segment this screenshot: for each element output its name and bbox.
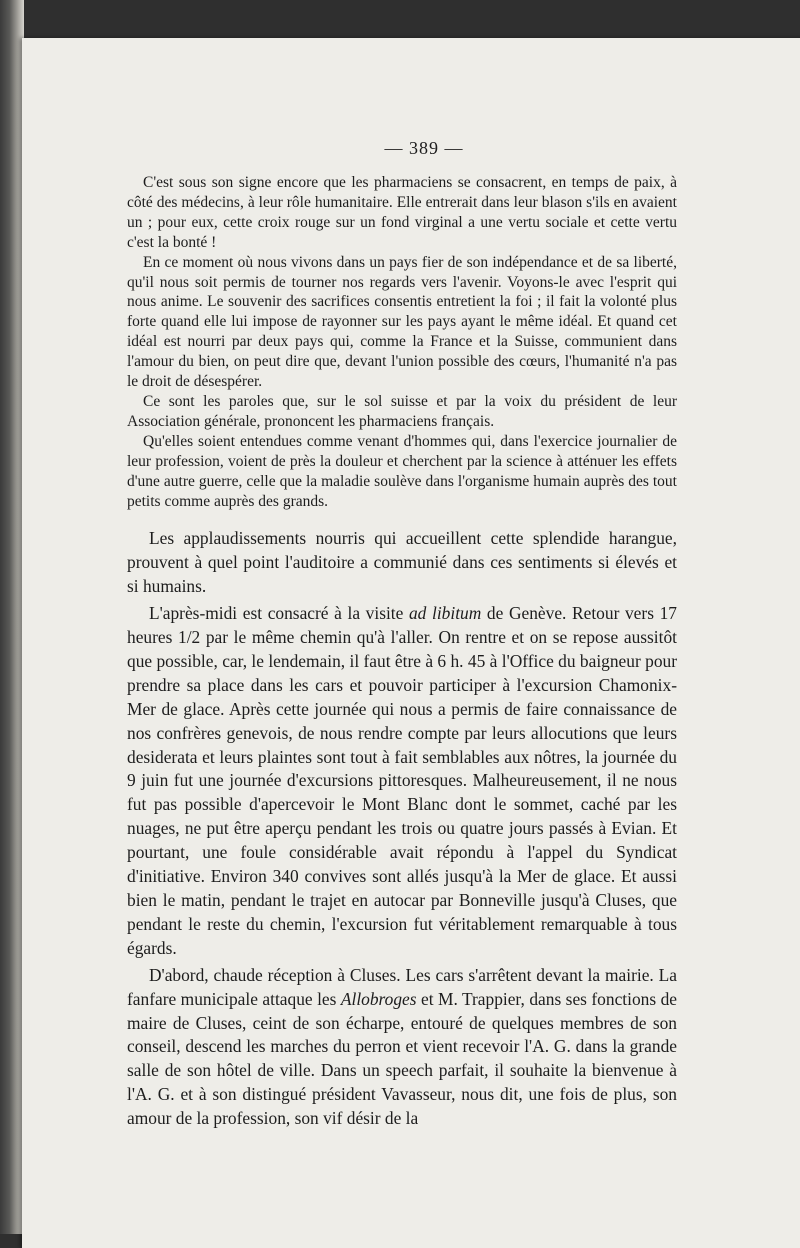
text-run: et M. Trappier, dans ses fonctions de maire de Cluses, ceint de son écharpe, entouré de quelques membres de son conseil, descend les marches du perron et vient recevoir l'A. G. dans la grande salle de son hôtel de ville. Dans un speech parfait, il souhaite la bienvenue à l'A. G. et à son distingué président Vavasseur, nous dit, une fois de plus, son amour de la profession, son vif désir de la <box>127 988 677 1129</box>
text-run: D'abord, chaude réception à Cluses. Les cars s'arrêtent devant la mairie. La fanfare municipale attaque les <box>127 964 677 1009</box>
speech-paragraph: En ce moment où nous vivons dans un pays fier de son indépendance et de sa liberté, qu'il nous soit permis de tourner nos regards vers l'avenir. Voyons-le avec l'esprit qui nous anime. Le souvenir des sacrifices consentis entretient la foi ; il fait la volonté plus forte quand elle lui impose de rayonner sur les pays ayant le même idéal. Et quand cet idéal est nourri par deux pays qui, comme la France et la Suisse, communient dans l'amour du bien, on peut dire que, devant l'union possible des cœurs, l'humanité n'a pas le droit de désespérer. <box>127 253 677 391</box>
speech-paragraph: Qu'elles soient entendues comme venant d'hommes qui, dans l'exercice journalier de leur profession, voient de près la douleur et cherchent par la science à atténuer les effets d'une autre guerre, celle que la maladie soulève dans l'organisme humain auprès des tout petits comme auprès des grands. <box>127 432 677 510</box>
book-gutter <box>0 0 24 1234</box>
speech-paragraph: C'est sous son signe encore que les pharmaciens se consacrent, en temps de paix, à côté des médecins, à leur rôle humanitaire. Elle entrerait dans leur blason s'ils en avaient un ; pour eux, cette croix rouge sur un fond virginal a une vertu sociale et cette vertu c'est la bonté ! <box>127 174 677 251</box>
body-paragraph <box>127 964 677 1131</box>
quoted-speech <box>127 173 677 511</box>
page-number: — 389 — <box>384 138 464 158</box>
narrative-text <box>127 527 677 1131</box>
body-paragraph: Les applaudissements nourris qui accueillent cette splendide harangue, prouvent à quel point l'auditoire a communié dans ces sentiments si élevés et si humains. <box>127 528 677 597</box>
book-page <box>22 38 800 1248</box>
body-paragraph <box>127 602 677 961</box>
italic-text: Allobroges <box>340 988 417 1009</box>
speech-paragraph: Ce sont les paroles que, sur le sol suisse et par la voix du président de leur Association générale, prononcent les pharmaciens français. <box>127 392 677 430</box>
italic-text: ad libitum <box>408 603 482 624</box>
text-run: L'après-midi est consacré à la visite <box>149 603 409 624</box>
page-content <box>127 138 677 1131</box>
text-run: de Genève. Retour vers 17 heures 1/2 par le même chemin qu'à l'aller. On rentre et on se repose aussitôt que possible, car, le lendemain, il faut être à 6 h. 45 à l'Office du baigneur pour prendre sa place dans les cars et pouvoir participer à l'excursion Chamonix-Mer de glace. Après cette journée qui nous a permis de faire connaissance de nos confrères genevois, de nous rendre compte par leurs allocutions que leurs desiderata et leurs plaintes sont tout à fait semblables aux nôtres, la journée du 9 juin fut une journée d'excursions pittoresques. Malheureusement, il ne nous fut pas possible d'apercevoir le Mont Blanc dont le sommet, caché par les nuages, ne put être aperçu pendant les trois ou quatre jours passés à Evian. Et pourtant, une foule considérable avait répondu à l'appel du Syndicat d'initiative. Environ 340 convives sont allés jusqu'à la Mer de glace. Et aussi bien le matin, pendant le trajet en autocar par Bonneville jusqu'à Cluses, que pendant le reste du chemin, l'excursion fut véritablement remarquable à tous égards. <box>127 603 677 958</box>
